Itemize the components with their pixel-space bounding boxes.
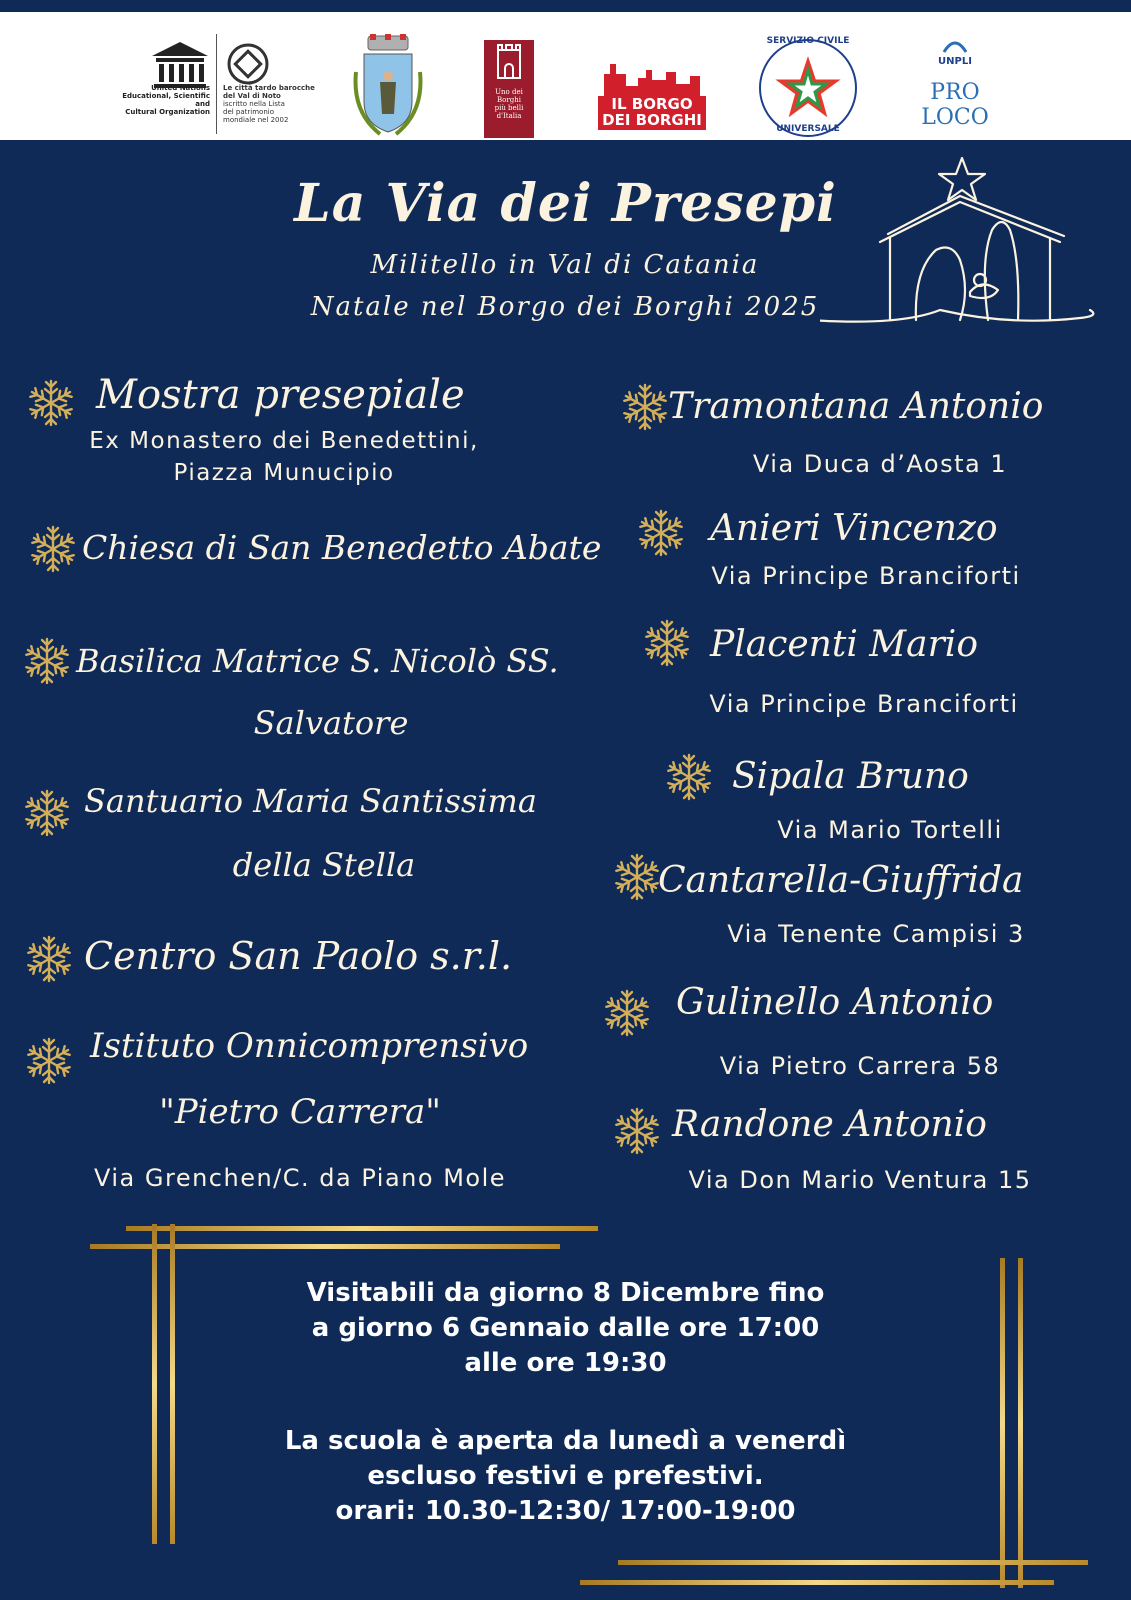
left-item-1-name: Mostra presepiale	[96, 372, 465, 418]
snowflake-icon	[22, 788, 72, 838]
left-item-5-name: Centro San Paolo s.r.l.	[84, 934, 513, 978]
right-item-2-name: Anieri Vincenzo	[710, 508, 998, 549]
right-item-2-address: Via Principe Branciforti	[711, 562, 1021, 590]
snowflake-icon	[24, 1036, 74, 1086]
left-item-3-name-1: Basilica Matrice S. Nicolò SS.	[76, 642, 559, 680]
left-item-6-name-1: Istituto Onnicomprensivo	[90, 1026, 529, 1066]
borghi-belli-caption	[484, 88, 534, 120]
right-item-3-address: Via Principe Branciforti	[709, 690, 1019, 718]
world-heritage-icon	[226, 42, 270, 86]
info-line-3: alle ore 19:30	[464, 1348, 667, 1378]
right-item-3-name: Placenti Mario	[710, 624, 978, 665]
proloco-text: PRO LOCO	[921, 80, 989, 130]
snowflake-icon	[28, 524, 78, 574]
snowflake-icon	[26, 378, 76, 428]
val-noto-line-2: del Val di Noto	[223, 92, 281, 100]
borghi-line-2: Borghi	[497, 96, 521, 104]
borghi-belli-logo	[484, 40, 534, 138]
gold-frame-line	[580, 1580, 1054, 1585]
right-item-7-name: Randone Antonio	[672, 1104, 987, 1145]
unpli-icon	[940, 36, 970, 56]
info-line-6: orari: 10.30-12:30/ 17:00-19:00	[335, 1496, 796, 1526]
servizio-civile-bottom-text: UNIVERSALE	[776, 124, 840, 134]
borghi-line-3: più belli	[494, 104, 524, 112]
val-noto-line-3: iscritto nella Lista	[223, 100, 285, 108]
snowflake-icon	[612, 852, 662, 902]
nativity-icon	[820, 150, 1110, 340]
borghi-line-4: d'Italia	[496, 112, 522, 120]
left-item-1-address-2: Piazza Munucipio	[173, 460, 395, 486]
left-item-6-name-2: "Pietro Carrera"	[159, 1092, 441, 1132]
left-item-6-address: Via Grenchen/C. da Piano Mole	[93, 1164, 507, 1192]
page-title: La Via dei Presepi	[294, 173, 837, 234]
left-item-3-name-2: Salvatore	[253, 704, 409, 742]
snowflake-icon	[602, 988, 652, 1038]
tower-icon	[484, 40, 534, 84]
unesco-line-2: Educational, Scientific and	[122, 92, 210, 108]
right-item-6-name: Gulinello Antonio	[676, 982, 994, 1023]
unesco-caption	[110, 84, 210, 116]
gold-frame-line	[618, 1560, 1088, 1565]
info-line-5: escluso festivi e prefestivi.	[367, 1461, 764, 1491]
servizio-civile-top-text: SERVIZIO CIVILE	[766, 36, 850, 46]
snowflake-icon	[620, 382, 670, 432]
info-line-4: La scuola è aperta da lunedì a venerdì	[284, 1426, 847, 1456]
coat-of-arms-icon	[350, 32, 426, 142]
right-item-4-address: Via Mario Tortelli	[777, 816, 1003, 844]
right-item-1-name: Tramontana Antonio	[668, 386, 1044, 427]
info-line-2: a giorno 6 Gennaio dalle ore 17:00	[311, 1313, 820, 1343]
subtitle-event: Natale nel Borgo dei Borghi 2025	[310, 292, 820, 322]
right-item-6-address: Via Pietro Carrera 58	[719, 1052, 1001, 1080]
right-item-5-name: Cantarella-Giuffrida	[658, 860, 1024, 901]
left-item-2-name: Chiesa di San Benedetto Abate	[82, 528, 602, 567]
right-item-1-address: Via Duca d’Aosta 1	[752, 450, 1008, 478]
gold-frame-line	[126, 1226, 598, 1231]
right-item-7-address: Via Don Mario Ventura 15	[688, 1166, 1032, 1194]
unesco-line-3: Cultural Organization	[125, 108, 210, 116]
val-noto-line-5: mondiale nel 2002	[223, 116, 289, 124]
info-line-1: Visitabili da giorno 8 Dicembre fino	[306, 1278, 825, 1308]
snowflake-icon	[612, 1106, 662, 1156]
right-item-5-address: Via Tenente Campisi 3	[727, 920, 1025, 948]
unesco-line-1: United Nations	[151, 84, 210, 92]
borgo-dei-borghi-logo	[598, 96, 706, 130]
snowflake-icon	[22, 636, 72, 686]
borgo-dei-borghi-skyline-icon	[598, 60, 706, 98]
left-item-4-name-2: della Stella	[232, 846, 416, 884]
right-item-4-name: Sipala Bruno	[732, 756, 969, 797]
snowflake-icon	[664, 752, 714, 802]
subtitle-location: Militello in Val di Catania	[370, 250, 760, 280]
left-item-1-address-1: Ex Monastero dei Benedettini,	[89, 428, 479, 454]
logo-bar	[0, 12, 1131, 140]
top-band	[0, 0, 1131, 12]
val-noto-line-1: Le città tardo barocche	[223, 84, 315, 92]
logo-divider	[216, 34, 217, 134]
snowflake-icon	[642, 618, 692, 668]
left-item-4-name-1: Santuario Maria Santissima	[84, 782, 537, 820]
borghi-line-1: Uno dei	[495, 88, 523, 96]
snowflake-icon	[636, 508, 686, 558]
gold-frame-line	[90, 1244, 560, 1249]
snowflake-icon	[24, 934, 74, 984]
borgo-line-2: DEI BORGHI	[602, 111, 702, 129]
val-di-noto-caption	[223, 84, 323, 124]
val-noto-line-4: del patrimonio	[223, 108, 274, 116]
unpli-text: UNPLI	[938, 56, 972, 67]
unesco-logo-icon	[150, 40, 210, 90]
borgo-line-1: IL BORGO	[611, 95, 693, 113]
